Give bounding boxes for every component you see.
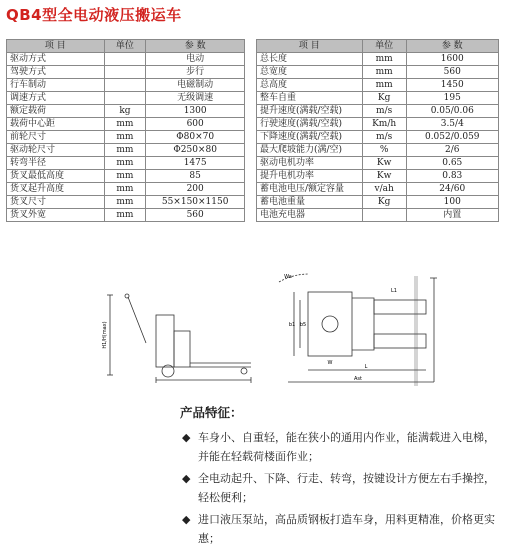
- cell-unit: [104, 92, 146, 105]
- cell-unit: [104, 53, 146, 66]
- feature-text: 全电动起升、下降、行走、转弯，按键设计方便左右手操控，轻松便利；: [198, 472, 495, 504]
- cell-unit: [104, 79, 146, 92]
- cell-item: 转弯半径: [7, 157, 105, 170]
- cell-item: 驱动电机功率: [257, 157, 363, 170]
- table-row: [7, 79, 245, 92]
- cell-item: 额定载荷: [7, 105, 105, 118]
- cell-value: 1450: [406, 79, 498, 92]
- height-dimension-label: H1/H(max): [102, 321, 108, 349]
- cell-value: 55×150×1150: [146, 196, 245, 209]
- table-row: [257, 105, 499, 118]
- cell-unit: Kg: [362, 196, 406, 209]
- features-list: [178, 428, 498, 548]
- feature-item: [178, 510, 498, 548]
- cell-item: 蓄电池重量: [257, 196, 363, 209]
- table-row: [257, 196, 499, 209]
- cell-unit: mm: [104, 196, 146, 209]
- header-item: 项 目: [7, 40, 105, 53]
- cell-unit: mm: [362, 66, 406, 79]
- table-row: [7, 209, 245, 222]
- cell-value: 200: [146, 183, 245, 196]
- table-row: [7, 183, 245, 196]
- cell-value: 1300: [146, 105, 245, 118]
- page-title: QB4型全电动液压搬运车: [6, 6, 182, 24]
- cell-item: 总宽度: [257, 66, 363, 79]
- feature-item: [178, 428, 498, 466]
- table-row: [7, 157, 245, 170]
- table-header-row: [257, 40, 499, 53]
- cell-item: 驱动轮尺寸: [7, 144, 105, 157]
- dim-label-b1: b1: [288, 322, 296, 328]
- cell-unit: Kw: [362, 157, 406, 170]
- header-item: 项 目: [257, 40, 363, 53]
- product-features: [178, 403, 498, 551]
- cell-unit: kg: [104, 105, 146, 118]
- cell-value: 24/60: [406, 183, 498, 196]
- cell-value: 内置: [406, 209, 498, 222]
- cell-value: 85: [146, 170, 245, 183]
- cell-item: 行驶速度(满载/空载): [257, 118, 363, 131]
- table-row: [257, 79, 499, 92]
- diamond-bullet-icon: ◆: [182, 472, 191, 485]
- table-row: [257, 53, 499, 66]
- table-row: [257, 144, 499, 157]
- cell-item: 驾驶方式: [7, 66, 105, 79]
- table-row: [7, 170, 245, 183]
- feature-text: 进口液压泵站，高品质钢板打造车身，用料更精准，价格更实惠；: [198, 513, 495, 545]
- cell-unit: mm: [104, 144, 146, 157]
- table-row: [257, 131, 499, 144]
- cell-item: 货叉最低高度: [7, 170, 105, 183]
- cell-value: 100: [406, 196, 498, 209]
- table-row: [7, 131, 245, 144]
- spec-table-left: [6, 39, 245, 222]
- cell-value: 0.05/0.06: [406, 105, 498, 118]
- dim-label-W: W: [327, 360, 333, 366]
- cell-value: 1600: [406, 53, 498, 66]
- cell-unit: [104, 66, 146, 79]
- dim-label-b5: b5: [299, 322, 307, 328]
- cell-unit: v/ah: [362, 183, 406, 196]
- dim-label-L: L: [364, 364, 368, 370]
- cell-item: 提升速度(满载/空载): [257, 105, 363, 118]
- cell-item: 货叉尺寸: [7, 196, 105, 209]
- cell-unit: mm: [104, 183, 146, 196]
- table-row: [7, 66, 245, 79]
- table-row: [7, 53, 245, 66]
- table-row: [257, 118, 499, 131]
- table-row: [7, 105, 245, 118]
- diamond-bullet-icon: ◆: [182, 513, 191, 526]
- table-header-row: [7, 40, 245, 53]
- cell-unit: m/s: [362, 105, 406, 118]
- table-row: [257, 157, 499, 170]
- cell-item: 提升电机功率: [257, 170, 363, 183]
- cell-value: 0.65: [406, 157, 498, 170]
- cell-item: 行车制动: [7, 79, 105, 92]
- cell-value: Φ250×80: [146, 144, 245, 157]
- cell-item: 电池充电器: [257, 209, 363, 222]
- table-row: [257, 170, 499, 183]
- table-row: [257, 66, 499, 79]
- header-unit: 单位: [362, 40, 406, 53]
- spec-table-right: [256, 39, 499, 222]
- table-row: [257, 209, 499, 222]
- cell-item: 总长度: [257, 53, 363, 66]
- features-heading: 产品特征：: [180, 405, 243, 420]
- cell-value: 1475: [146, 157, 245, 170]
- cell-value: 步行: [146, 66, 245, 79]
- header-unit: 单位: [104, 40, 146, 53]
- cell-item: 调速方式: [7, 92, 105, 105]
- cell-item: 前轮尺寸: [7, 131, 105, 144]
- table-row: [7, 144, 245, 157]
- cell-value: 0.052/0.059: [406, 131, 498, 144]
- dim-label-Wa: Wa: [284, 274, 292, 280]
- cell-value: 2/6: [406, 144, 498, 157]
- cell-value: 无级调速: [146, 92, 245, 105]
- cell-value: 0.83: [406, 170, 498, 183]
- header-value: 参 数: [406, 40, 498, 53]
- cell-item: 驱动方式: [7, 53, 105, 66]
- side-view-drawing: [96, 285, 264, 385]
- cell-value: 3.5/4: [406, 118, 498, 131]
- cell-unit: mm: [104, 131, 146, 144]
- cell-value: 电动: [146, 53, 245, 66]
- cell-unit: Kg: [362, 92, 406, 105]
- cell-unit: m/s: [362, 131, 406, 144]
- cell-item: 蓄电池电压/额定容量: [257, 183, 363, 196]
- cell-item: 货叉外宽: [7, 209, 105, 222]
- cell-unit: mm: [104, 170, 146, 183]
- feature-text: 车身小、自重轻，能在狭小的通用内作业，能满载进入电梯，并能在轻载荷楼面作业；: [198, 431, 495, 463]
- cell-value: 195: [406, 92, 498, 105]
- cell-value: 600: [146, 118, 245, 131]
- cell-value: 560: [146, 209, 245, 222]
- cell-unit: [362, 209, 406, 222]
- cell-item: 下降速度(满载/空载): [257, 131, 363, 144]
- table-row: [7, 118, 245, 131]
- cell-item: 最大爬坡能力(满/空): [257, 144, 363, 157]
- dim-label-Ast: Ast: [354, 376, 362, 382]
- table-row: [7, 196, 245, 209]
- cell-unit: mm: [104, 157, 146, 170]
- table-row: [257, 92, 499, 105]
- cell-unit: mm: [362, 53, 406, 66]
- diamond-bullet-icon: ◆: [182, 431, 191, 444]
- dim-label-L1: L1: [391, 288, 397, 294]
- cell-item: 总高度: [257, 79, 363, 92]
- cell-item: 货叉起升高度: [7, 183, 105, 196]
- header-value: 参 数: [146, 40, 245, 53]
- cell-unit: mm: [104, 118, 146, 131]
- feature-item: [178, 469, 498, 507]
- cell-item: 载荷中心距: [7, 118, 105, 131]
- cell-unit: mm: [362, 79, 406, 92]
- table-row: [7, 92, 245, 105]
- table-row: [257, 183, 499, 196]
- cell-unit: Km/h: [362, 118, 406, 131]
- cell-item: 整车自重: [257, 92, 363, 105]
- cell-unit: mm: [104, 209, 146, 222]
- top-view-drawing: [274, 270, 437, 392]
- cell-value: 560: [406, 66, 498, 79]
- cell-value: Φ80×70: [146, 131, 245, 144]
- cell-unit: %: [362, 144, 406, 157]
- cell-value: 电磁制动: [146, 79, 245, 92]
- cell-unit: Kw: [362, 170, 406, 183]
